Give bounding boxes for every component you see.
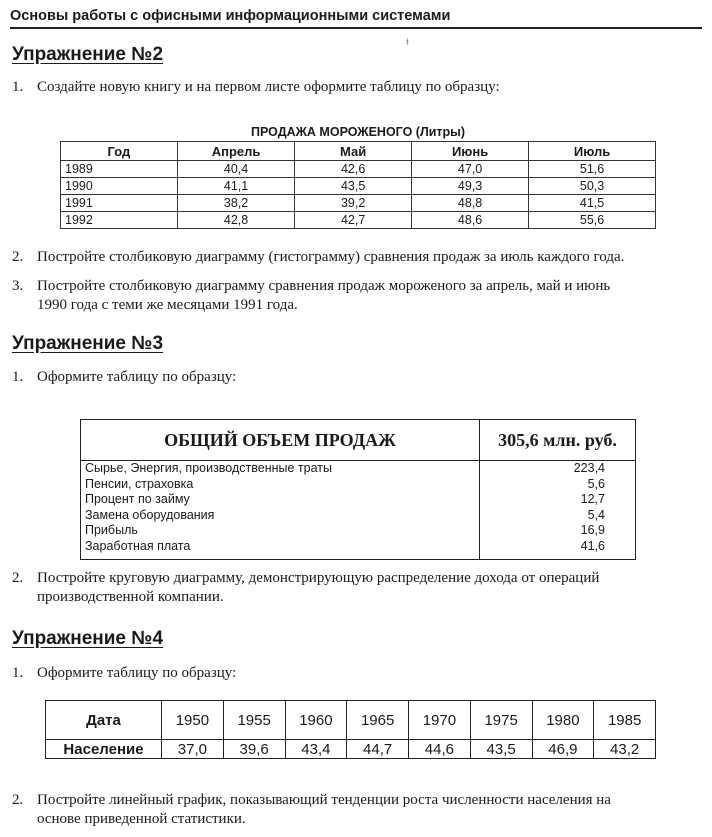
population-table: [45, 700, 656, 759]
table-cell: 42,6: [295, 161, 412, 178]
table-cell: 16,9: [580, 523, 605, 538]
table-cell: 5,6: [587, 476, 605, 491]
table-cell: 1990: [61, 178, 178, 195]
exercise-3-title: Упражнение №3: [12, 333, 164, 354]
table-row-dates: [46, 701, 656, 740]
table-cell-population: 46,9: [532, 740, 594, 759]
column-header-may: Май: [295, 142, 412, 161]
table-row: [61, 178, 656, 195]
table-cell: 48,8: [412, 195, 529, 212]
table-header-row: [81, 420, 636, 461]
table-cell: Сырье, Энергия, производственные траты: [81, 461, 480, 477]
table-cell: 51,6: [529, 161, 656, 178]
table-cell-population: 43,4: [285, 740, 347, 759]
ice-cream-sales-table: [60, 141, 656, 229]
table-cell: 223,4: [573, 461, 605, 476]
exercise-3-step-2: [12, 569, 702, 609]
table-cell: 42,7: [295, 212, 412, 229]
table-cell: 42,8: [177, 212, 294, 229]
step-text-line-2: основе приведенной статистики.: [37, 811, 246, 827]
step-text-line-1: Постройте столбиковую диаграмму сравнения продаж мороженого за апрель, май и июнь: [37, 278, 611, 294]
step-number: 2.: [12, 570, 24, 586]
table-cell-population: 39,6: [223, 740, 285, 759]
total-sales-value: 305,6 млн. руб.: [480, 420, 636, 461]
table-cell: 40,4: [177, 161, 294, 178]
running-header: Основы работы с офисными информационными системами: [10, 8, 702, 29]
table-cell: 38,2: [177, 195, 294, 212]
table-cell: Заработная плата: [81, 539, 480, 555]
table-cell-year: 1950: [162, 701, 224, 740]
table-cell: 1989: [61, 161, 178, 178]
sales-volume-table: [80, 419, 636, 560]
step-number: 3.: [12, 278, 24, 294]
table-cell: Замена оборудования: [81, 508, 480, 524]
column-header-july: Июль: [529, 142, 656, 161]
table-cell-population: 43,5: [470, 740, 532, 759]
exercise-2-title: Упражнение №2: [12, 44, 164, 65]
scan-mark: ǂ: [406, 37, 409, 48]
step-text-line-1: Постройте круговую диаграмму, демонстрирующую распределение дохода от операций: [37, 570, 600, 586]
table-cell: 43,5: [295, 178, 412, 195]
table-cell: 41,1: [177, 178, 294, 195]
column-header-april: Апрель: [177, 142, 294, 161]
table-cell: 47,0: [412, 161, 529, 178]
table-cell-year: 1965: [347, 701, 409, 740]
step-text: Создайте новую книгу и на первом листе оформите таблицу по образцу:: [37, 79, 500, 95]
table-cell: 41,5: [529, 195, 656, 212]
table-cell-population: 44,7: [347, 740, 409, 759]
table-cell: 12,7: [580, 492, 605, 507]
table-row: [81, 492, 636, 508]
row-header-population: Население: [46, 740, 162, 759]
table-cell: 48,6: [412, 212, 529, 229]
table-row: [61, 195, 656, 212]
table-row: [81, 477, 636, 493]
step-number: 1.: [12, 369, 24, 385]
table-cell: 41,6: [580, 538, 605, 553]
table-row-population: [46, 740, 656, 759]
table-row: [81, 539, 636, 555]
table-row: [81, 508, 636, 524]
table-row: [81, 461, 636, 477]
table-cell: Пенсии, страховка: [81, 477, 480, 493]
step-number: 1.: [12, 79, 24, 95]
table-cell-year: 1955: [223, 701, 285, 740]
table-cell-population: 37,0: [162, 740, 224, 759]
exercise-4-title: Упражнение №4: [12, 628, 164, 649]
table-cell-year: 1980: [532, 701, 594, 740]
step-text: Оформите таблицу по образцу:: [37, 665, 237, 681]
table-cell: [480, 554, 636, 560]
table-cell: Прибыль: [81, 523, 480, 539]
table-cell-year: 1985: [594, 701, 656, 740]
table-row: [61, 212, 656, 229]
table-cell: [81, 554, 480, 560]
ice-cream-table-title: ПРОДАЖА МОРОЖЕНОГО (Литры): [250, 125, 466, 139]
step-number: 2.: [12, 792, 24, 808]
table-row: [81, 523, 636, 539]
table-cell: 50,3: [529, 178, 656, 195]
table-cell-year: 1970: [409, 701, 471, 740]
table-row: [61, 161, 656, 178]
step-text: Постройте столбиковую диаграмму (гистограмму) сравнения продаж за июль каждого года.: [37, 249, 625, 265]
exercise-4-step-2: [12, 791, 702, 831]
table-cell: 1992: [61, 212, 178, 229]
table-cell: 49,3: [412, 178, 529, 195]
step-number: 2.: [12, 249, 24, 265]
total-sales-label: ОБЩИЙ ОБЪЕМ ПРОДАЖ: [81, 420, 480, 461]
table-padding-row: [81, 554, 636, 560]
table-cell: 39,2: [295, 195, 412, 212]
column-header-june: Июнь: [412, 142, 529, 161]
step-number: 1.: [12, 665, 24, 681]
column-header-year: Год: [61, 142, 178, 161]
step-text-line-1: Постройте линейный график, показывающий тенденции роста численности населения на: [37, 792, 611, 808]
table-cell: 5,4: [587, 507, 605, 522]
step-text: Оформите таблицу по образцу:: [37, 369, 237, 385]
table-cell-population: 43,2: [594, 740, 656, 759]
table-cell: 55,6: [529, 212, 656, 229]
step-text-line-2: 1990 года с теми же месяцами 1991 года.: [37, 297, 298, 313]
table-cell-year: 1960: [285, 701, 347, 740]
table-cell: Процент по займу: [81, 492, 480, 508]
step-text-line-2: производственной компании.: [37, 589, 224, 605]
table-cell: 1991: [61, 195, 178, 212]
exercise-2-step-3: [12, 277, 702, 317]
table-cell-year: 1975: [470, 701, 532, 740]
row-header-date: Дата: [46, 701, 162, 740]
table-cell-population: 44,6: [409, 740, 471, 759]
table-header-row: [61, 142, 656, 161]
